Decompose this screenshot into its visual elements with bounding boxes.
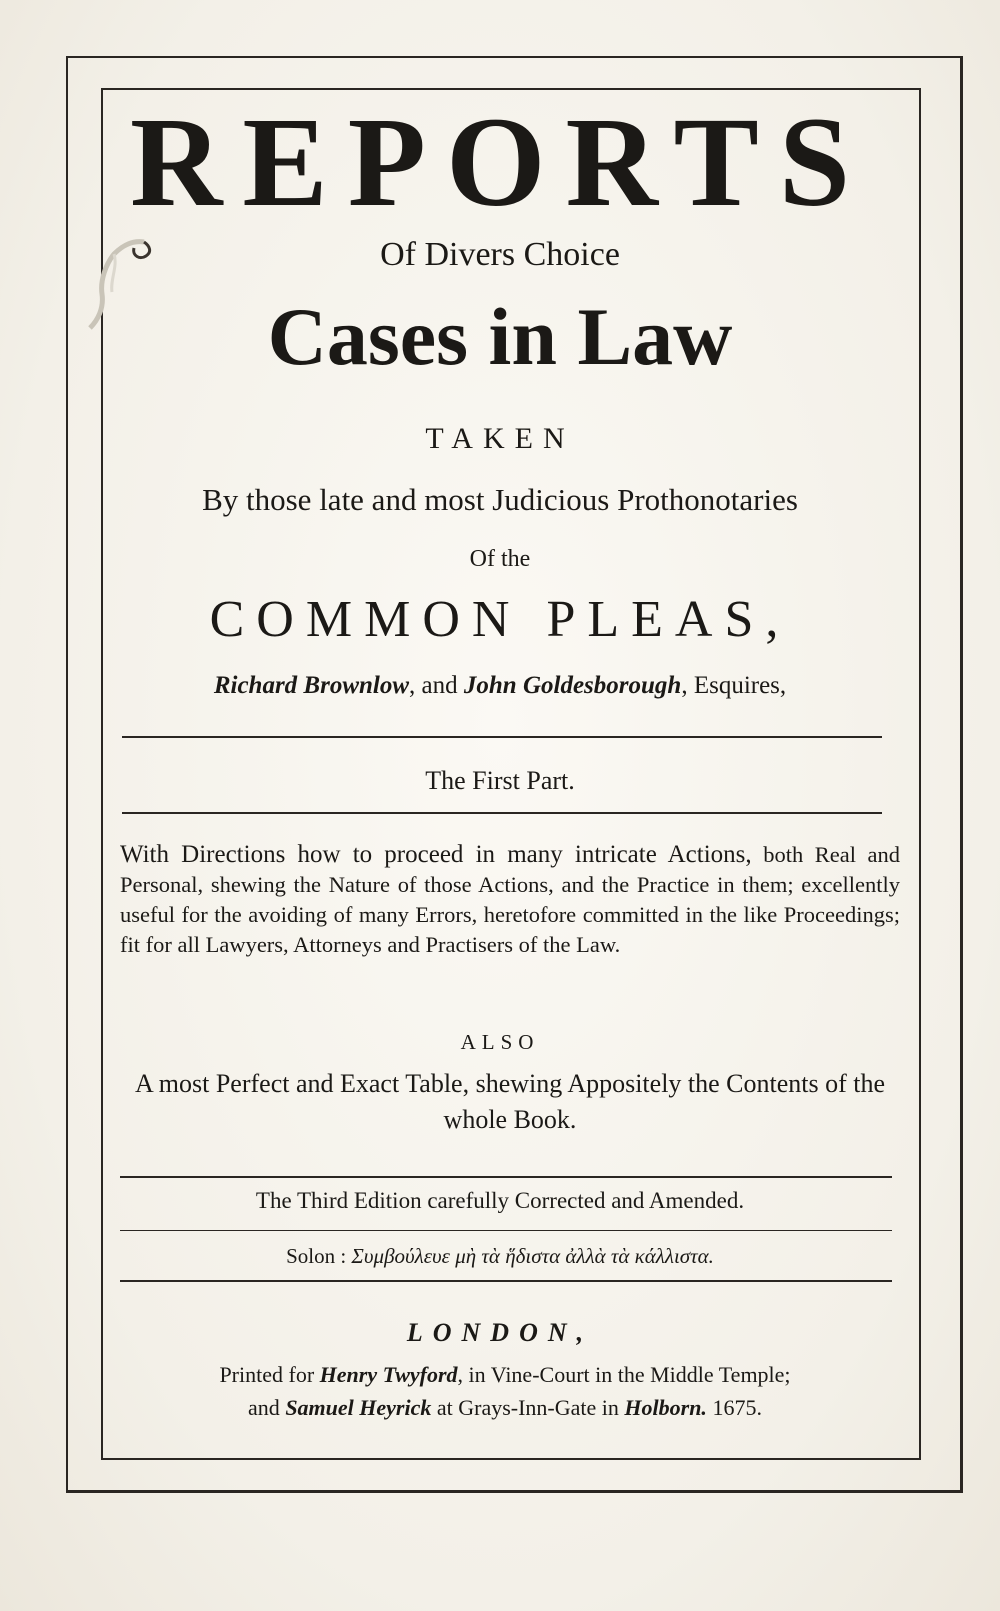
- author-suffix: , Esquires,: [681, 672, 787, 699]
- printer-name: Henry Twyford: [319, 1362, 458, 1387]
- subtitle-line-1: Of Divers Choice: [380, 236, 620, 273]
- author-names: [0, 672, 1000, 700]
- directions-paragraph: [120, 840, 900, 960]
- byline: By those late and most Judicious Prothonotaries: [202, 482, 798, 517]
- imprint-line2-a: and: [248, 1395, 286, 1420]
- motto-author: Solon :: [286, 1244, 347, 1268]
- table-description: A most Perfect and Exact Table, shewing Appositely the Contents of the whole Book.: [134, 1069, 886, 1134]
- part-label: The First Part.: [425, 766, 575, 795]
- imprint-line1-a: Printed for: [219, 1362, 320, 1387]
- author-name-1: Richard Brownlow: [213, 672, 410, 699]
- taken-label: TAKEN: [425, 422, 575, 455]
- book-title: REPORTS: [129, 91, 871, 233]
- of-the-label: Of the: [469, 546, 531, 572]
- subtitle-line-2: Cases in Law: [267, 291, 733, 382]
- divider-rule: [120, 1280, 892, 1282]
- directions-body: both Real and Personal, shewing the Nature of those Actions, and the Practice in them; excellently useful for the avoiding of many Errors, heretofore committed in the like Proceedings; fit for all Lawyers, Attorneys and Practisers of the Law.: [120, 842, 900, 957]
- motto: [0, 1244, 1000, 1269]
- motto-greek: Συμβούλευε μὴ τὰ ἥδιστα ἀλλὰ τὰ κάλλιστα.: [351, 1244, 714, 1268]
- imprint-line2-b: at Grays-Inn-Gate in: [431, 1395, 625, 1420]
- imprint-city: LONDON,: [406, 1318, 594, 1347]
- edition-note: The Third Edition carefully Corrected and Amended.: [255, 1188, 745, 1213]
- imprint-text: [110, 1358, 900, 1424]
- court-name: COMMON PLEAS,: [209, 591, 791, 648]
- author-separator: , and: [409, 672, 464, 699]
- author-name-2: John Goldesborough: [463, 672, 682, 699]
- bookseller-name: Samuel Heyrick: [285, 1395, 432, 1420]
- divider-rule: [122, 812, 882, 814]
- divider-rule: [122, 736, 882, 738]
- also-label: ALSO: [460, 1030, 540, 1054]
- directions-lead: With Directions how to proceed in many intricate Actions,: [120, 841, 752, 868]
- divider-rule: [120, 1176, 892, 1178]
- divider-rule: [120, 1230, 892, 1231]
- imprint-place: Holborn.: [624, 1395, 707, 1420]
- imprint-year: 1675.: [712, 1395, 762, 1420]
- imprint-line1-b: , in Vine-Court in the Middle Temple;: [457, 1362, 791, 1387]
